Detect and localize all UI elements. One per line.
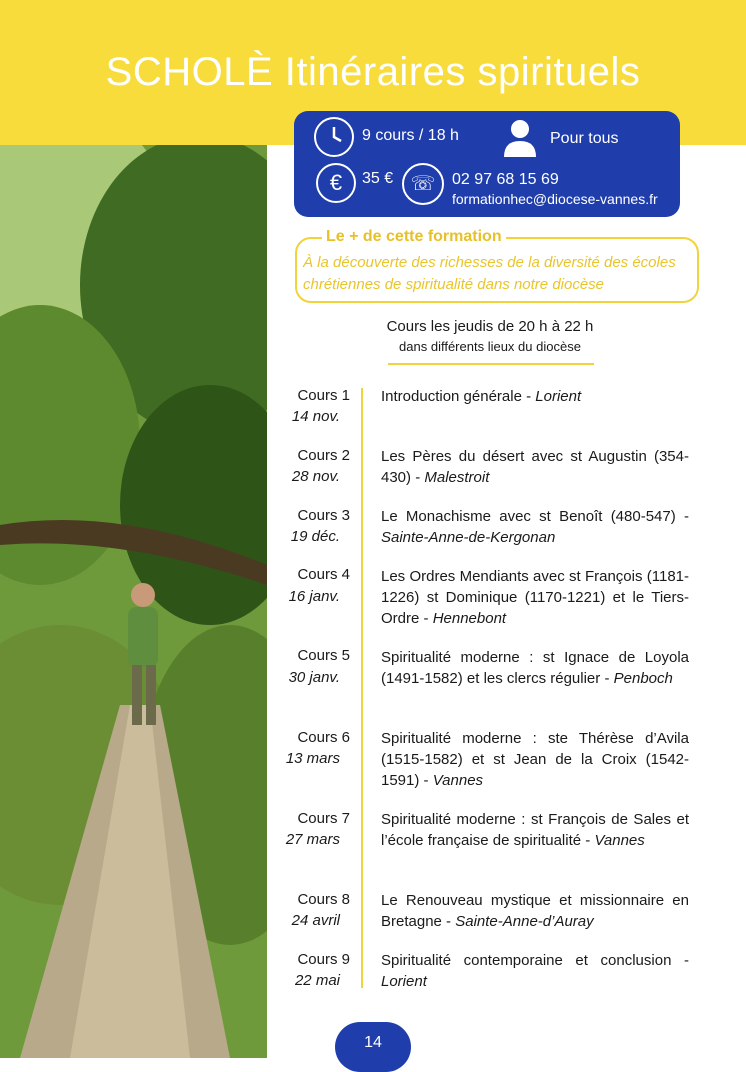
- email-link[interactable]: formationhec@diocese-vannes.fr: [452, 191, 658, 207]
- course-number: Cours 4: [297, 566, 350, 583]
- schedule-time: Cours les jeudis de 20 h à 22 h: [386, 318, 594, 335]
- course-number: Cours 7: [297, 810, 350, 827]
- course-description: Introduction générale - Lorient: [381, 388, 582, 405]
- course-date: 16 janv.: [288, 588, 340, 605]
- course-number: Cours 9: [297, 951, 350, 968]
- course-number: Cours 8: [297, 891, 350, 908]
- highlight-title: Le + de cette formation: [322, 228, 506, 246]
- course-date: 30 janv.: [288, 669, 340, 686]
- phone-number[interactable]: 02 97 68 15 69: [452, 171, 559, 188]
- course-number: Cours 5: [297, 647, 350, 664]
- highlight-text: À la découverte des richesses de la diversité des écoles chrétiennes de spiritualité dans notre diocèse: [303, 254, 676, 293]
- euro-icon: €: [316, 163, 356, 203]
- course-date: 24 avril: [291, 912, 340, 929]
- course-description: Le Renouveau mystique et missionnaire en Bretagne - Sainte-Anne-d’Auray: [381, 892, 689, 930]
- course-number: Cours 2: [297, 447, 350, 464]
- clock-icon: [314, 117, 354, 157]
- info-box: [294, 111, 680, 217]
- course-date: 28 nov.: [291, 468, 340, 485]
- page-title: SCHOLÈ Itinéraires spirituels: [105, 50, 641, 94]
- price-info: 35 €: [362, 170, 394, 187]
- phone-icon: ☏: [402, 163, 444, 205]
- audience-info: Pour tous: [550, 130, 619, 147]
- course-description: Spiritualité moderne : st Ignace de Loyola (1491-1582) et les clercs régulier - Penboch: [381, 649, 689, 687]
- course-description: Le Monachisme avec st Benoît (480-547) - Sainte-Anne-de-Kergonan: [381, 508, 689, 546]
- course-description: Spiritualité moderne : st François de Sales et l’école française de spiritualité - Vannes: [381, 811, 689, 849]
- hiker-photo: [0, 145, 267, 1058]
- course-number: Cours 6: [297, 729, 350, 746]
- course-description: Spiritualité contemporaine et conclusion - Lorient: [381, 952, 689, 990]
- course-date: 27 mars: [285, 831, 340, 848]
- course-date: 22 mai: [294, 972, 340, 989]
- course-description: Les Pères du désert avec st Augustin (354-430) - Malestroit: [381, 448, 689, 486]
- course-date: 13 mars: [285, 750, 340, 767]
- schedule-divider: [388, 363, 594, 365]
- course-number: Cours 3: [297, 507, 350, 524]
- person-icon: [504, 119, 536, 157]
- courses-info: 9 cours / 18 h: [362, 127, 459, 144]
- course-date: 19 déc.: [290, 528, 340, 545]
- course-description: Spiritualité moderne : ste Thérèse d’Avila (1515-1582) et st Jean de la Croix (1542-1591) - Vannes: [381, 730, 689, 789]
- page-number: 14: [335, 1022, 411, 1072]
- course-date: 14 nov.: [291, 408, 340, 425]
- schedule-location: dans différents lieux du diocèse: [399, 339, 581, 354]
- timeline-line: [361, 388, 363, 988]
- course-description: Les Ordres Mendiants avec st François (1181-1226) st Dominique (1170-1221) et le Tiers-Ordre - Hennebont: [381, 568, 689, 627]
- course-number: Cours 1: [297, 387, 350, 404]
